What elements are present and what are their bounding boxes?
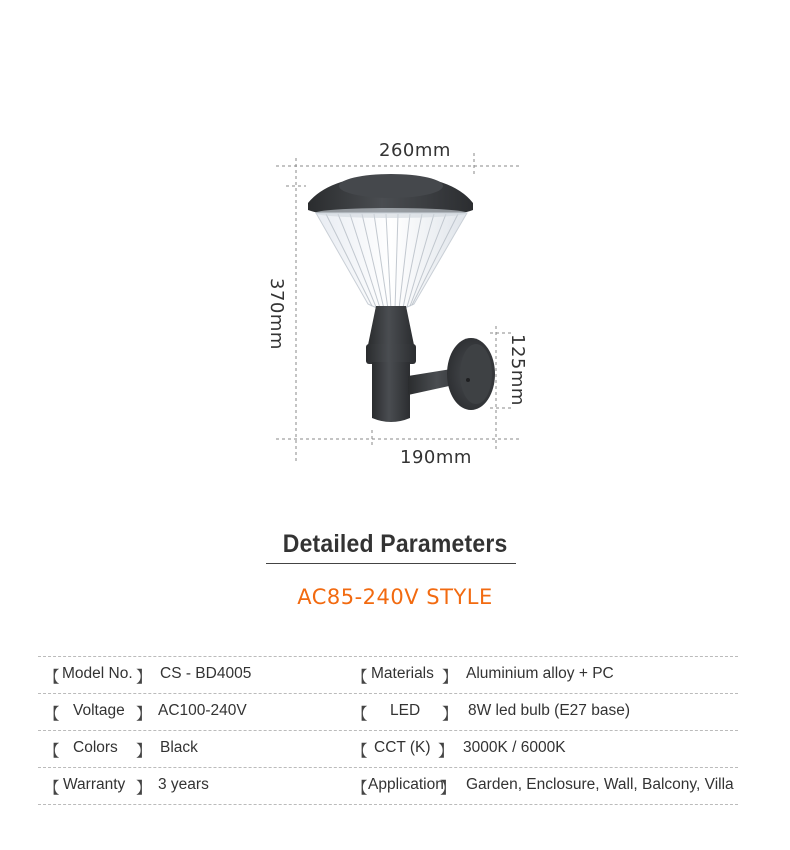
bracket-close: 】 bbox=[136, 743, 152, 760]
param-label: Warranty bbox=[63, 776, 126, 793]
bracket-open: 【 bbox=[44, 706, 60, 723]
bracket-close: 】 bbox=[442, 706, 458, 723]
bracket-close: 】 bbox=[136, 706, 152, 723]
bracket-open: 【 bbox=[352, 743, 368, 760]
style-subtitle: AC85-240V STYLE bbox=[297, 585, 493, 609]
table-row bbox=[38, 730, 738, 767]
parameters-table bbox=[38, 656, 738, 805]
bracket-close: 】 bbox=[136, 780, 152, 797]
lamp-neck bbox=[368, 306, 414, 345]
lamp-shade bbox=[316, 213, 467, 310]
param-value: 3000K / 6000K bbox=[463, 739, 566, 756]
dimension-height-label: 370mm bbox=[266, 278, 287, 350]
bracket-open: 【 bbox=[44, 669, 60, 686]
dimension-width-label: 260mm bbox=[379, 140, 451, 161]
page-title: Detailed Parameters bbox=[282, 530, 508, 558]
bracket-open: 【 bbox=[352, 706, 368, 723]
param-label: Materials bbox=[371, 665, 434, 682]
table-row bbox=[38, 693, 738, 730]
param-value: Black bbox=[160, 739, 198, 756]
bracket-close: 】 bbox=[442, 669, 458, 686]
bracket-open: 【 bbox=[44, 743, 60, 760]
param-value: 8W led bulb (E27 base) bbox=[468, 702, 630, 719]
table-row bbox=[38, 767, 738, 805]
param-value: AC100-240V bbox=[158, 702, 247, 719]
bracket-close: 】 bbox=[136, 669, 152, 686]
lamp-post bbox=[372, 362, 410, 422]
param-value: CS - BD4005 bbox=[160, 665, 252, 682]
param-value: Aluminium alloy + PC bbox=[466, 665, 614, 682]
param-label: Model No. bbox=[62, 665, 133, 682]
param-value: 3 years bbox=[158, 776, 209, 793]
table-row bbox=[38, 656, 738, 693]
param-value: Garden, Enclosure, Wall, Balcony, Villa bbox=[466, 776, 734, 793]
bracket-open: 【 bbox=[352, 780, 368, 797]
dimension-mount-label: 125mm bbox=[507, 334, 528, 406]
section-heading bbox=[0, 530, 790, 563]
bracket-open: 【 bbox=[352, 669, 368, 686]
dimension-depth-label: 190mm bbox=[400, 447, 472, 468]
param-label: Application bbox=[368, 776, 444, 793]
lamp-collar bbox=[366, 344, 416, 364]
bracket-close: 】 bbox=[438, 743, 454, 760]
bracket-close: 】 bbox=[440, 780, 456, 797]
param-label: LED bbox=[390, 702, 421, 719]
bracket-open: 【 bbox=[44, 780, 60, 797]
lamp-cap-top bbox=[339, 174, 443, 198]
param-label: Colors bbox=[73, 739, 118, 756]
param-label: CCT (K) bbox=[374, 739, 431, 756]
heading-underline bbox=[266, 563, 516, 564]
param-label: Voltage bbox=[73, 702, 125, 719]
